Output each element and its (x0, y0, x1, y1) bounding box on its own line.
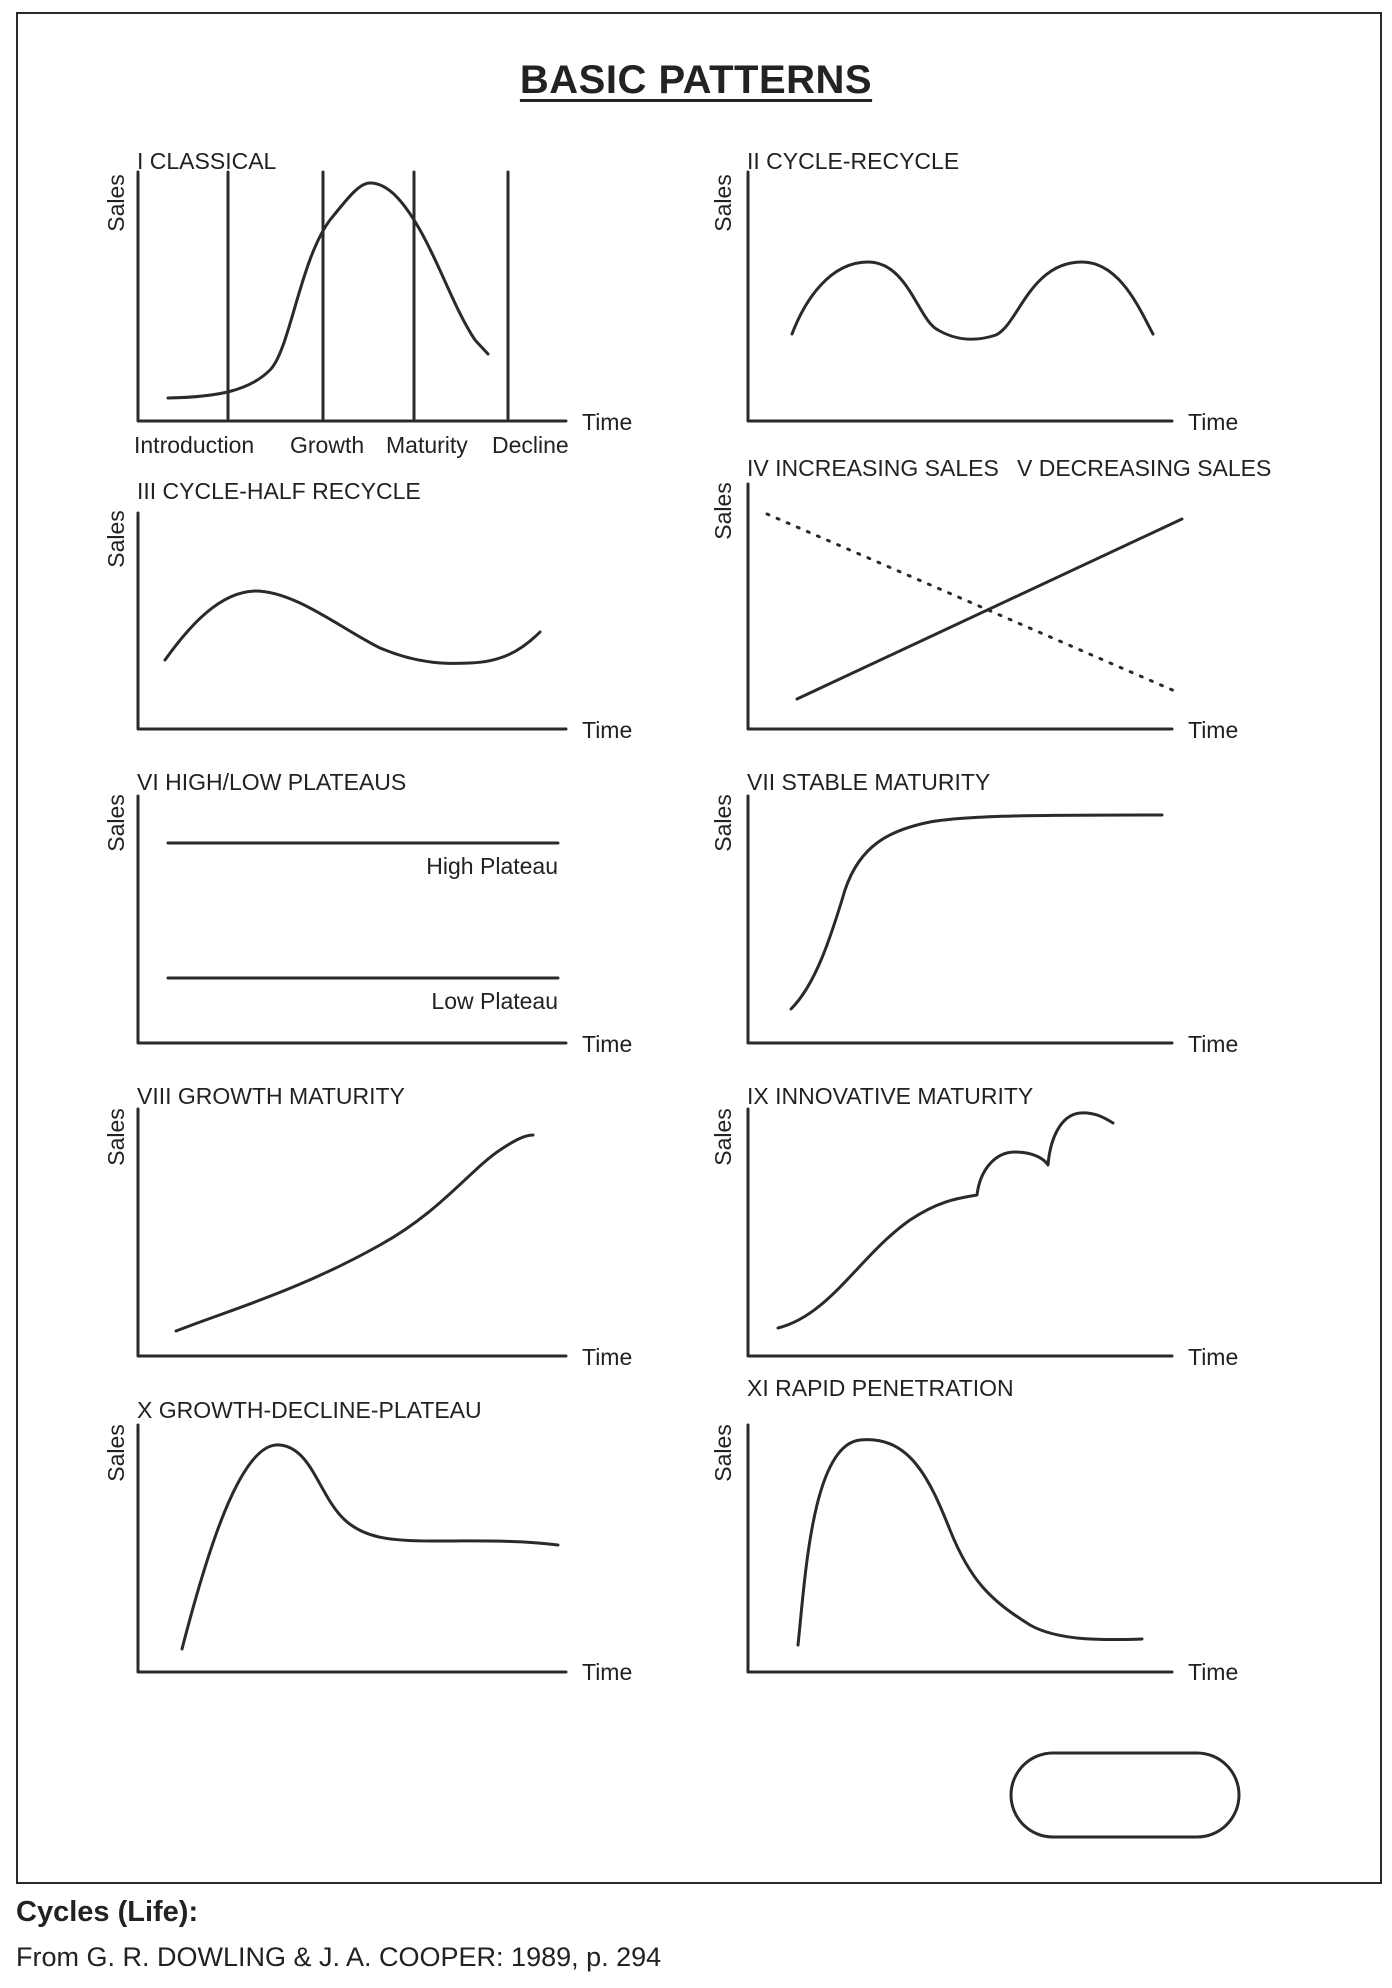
panel-classical (103, 148, 632, 458)
panel-title: II CYCLE-RECYCLE (747, 148, 960, 174)
y-axis-label: Sales (710, 1108, 736, 1166)
axes (748, 1109, 1172, 1356)
x-axis-label: Time (1188, 1344, 1239, 1370)
sales-curve (792, 262, 1153, 339)
stage-growth: Growth (290, 432, 365, 458)
page-title: BASIC PATTERNS (519, 58, 873, 102)
axes (138, 513, 566, 729)
panel-title-decreasing: V DECREASING SALES (1017, 455, 1272, 481)
y-axis-label: Sales (710, 174, 736, 232)
sales-curve (168, 183, 488, 398)
x-axis-label: Time (1188, 1659, 1239, 1685)
panel-title-increasing: IV INCREASING SALES (747, 455, 999, 481)
empty-label-box (1011, 1753, 1239, 1837)
panel-stable-maturity (710, 769, 1238, 1057)
x-axis-label: Time (1188, 409, 1239, 435)
y-axis-label: Sales (103, 794, 129, 852)
panel-rapid-penetration (710, 1375, 1238, 1685)
panel-title: X GROWTH-DECLINE-PLATEAU (137, 1397, 482, 1423)
panel-increasing-decreasing (710, 455, 1271, 743)
panel-high-low-plateaus (103, 769, 632, 1057)
stage-dividers (228, 172, 508, 421)
y-axis-label: Sales (710, 482, 736, 540)
panel-growth-decline-plateau (103, 1397, 632, 1685)
axes (748, 796, 1172, 1043)
low-plateau-label: Low Plateau (431, 988, 558, 1014)
panel-title: VI HIGH/LOW PLATEAUS (137, 769, 407, 795)
caption-heading: Cycles (Life): (16, 1896, 199, 1928)
decreasing-sales-line (767, 514, 1177, 692)
panel-growth-maturity (103, 1083, 632, 1370)
sales-curve (182, 1445, 558, 1649)
x-axis-label: Time (582, 1031, 633, 1057)
y-axis-label: Sales (103, 174, 129, 232)
x-axis-label: Time (1188, 717, 1239, 743)
sales-curve (165, 591, 540, 663)
x-axis-label: Time (582, 717, 633, 743)
stage-introduction: Introduction (134, 432, 255, 458)
panel-innovative-maturity (710, 1083, 1238, 1370)
panel-title: XI RAPID PENETRATION (747, 1375, 1014, 1401)
panel-title: IX INNOVATIVE MATURITY (747, 1083, 1034, 1109)
panel-title: III CYCLE-HALF RECYCLE (137, 478, 421, 504)
axes (138, 1109, 566, 1356)
panel-cycle-recycle (710, 148, 1238, 435)
panel-title: VII STABLE MATURITY (747, 769, 991, 795)
caption-source: From G. R. DOWLING & J. A. COOPER: 1989, p. 294 (16, 1942, 662, 1972)
y-axis-label: Sales (103, 1108, 129, 1166)
sales-curve (798, 1440, 1142, 1645)
x-axis-label: Time (1188, 1031, 1239, 1057)
y-axis-label: Sales (103, 1424, 129, 1482)
x-axis-label: Time (582, 1344, 633, 1370)
y-axis-label: Sales (103, 510, 129, 568)
x-axis-label: Time (582, 1659, 633, 1685)
axes (748, 1425, 1172, 1672)
stage-decline: Decline (492, 432, 569, 458)
y-axis-label: Sales (710, 1424, 736, 1482)
sales-curve (778, 1113, 1113, 1328)
high-plateau-label: High Plateau (426, 853, 558, 879)
stage-maturity: Maturity (386, 432, 468, 458)
sales-curve (176, 1135, 533, 1331)
panel-cycle-half-recycle (103, 478, 632, 743)
axes (138, 1425, 566, 1672)
x-axis-label: Time (582, 409, 633, 435)
axes (138, 172, 566, 421)
panel-title: I CLASSICAL (137, 148, 277, 174)
sales-curve (791, 815, 1162, 1009)
y-axis-label: Sales (710, 794, 736, 852)
panel-title: VIII GROWTH MATURITY (137, 1083, 405, 1109)
